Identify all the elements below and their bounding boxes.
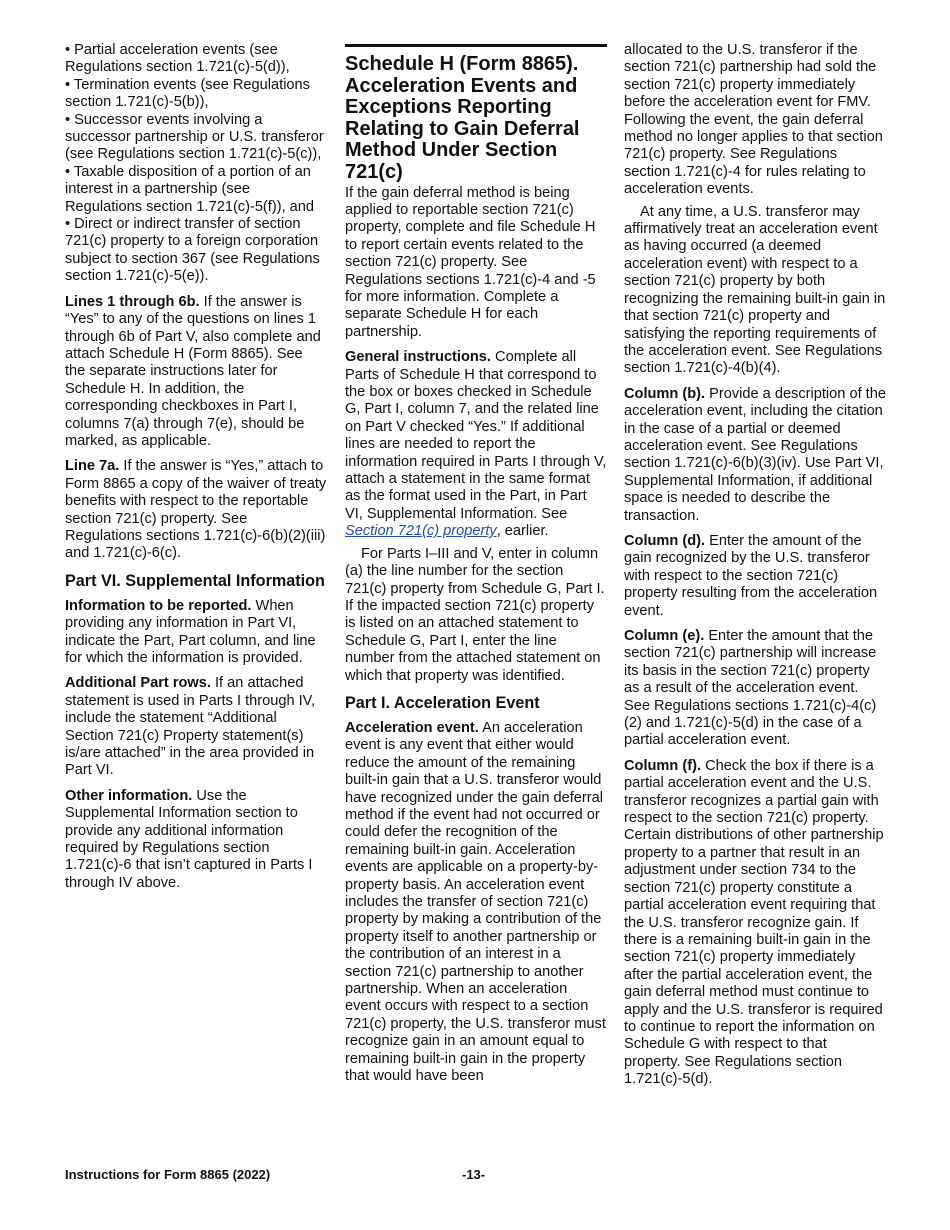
paragraph-text: At any time, a U.S. transferor may affirmatively treat an acceleration event as having occurred (a deemed acceleration event) with respect to a section 721(c) property by both recognizing the remaining built-in gain in that section 721(c) property and satisfying the reporting requirements of the acceleration event. See Regulations section 1.721(c)-4(b)(4). [624, 203, 886, 377]
paragraph-lead: Column (d). [624, 532, 706, 549]
bullet-icon: • [65, 76, 71, 93]
paragraph [345, 349, 607, 540]
paragraph [624, 42, 886, 199]
bullet-item [65, 112, 327, 164]
paragraph-text: Complete all Parts of Schedule H that correspond to the box or boxes checked in Schedule G, Part I, column 7, and the related line on Part V checked “Yes.” If additional lines are needed to report the information required in Parts I through V, attach a statement in the same format as the format used in the Part, in Part VI, Supplemental Information. See [345, 349, 607, 522]
paragraph [65, 788, 327, 892]
paragraph-text: If an attached statement is used in Parts I through IV, include the statement “Additional Section 721(c) Property statement(s) is/are attached” in the area provided in Part VI. [65, 675, 316, 779]
paragraph [624, 533, 886, 620]
bullet-text: Direct or indirect transfer of section 721(c) property to a foreign corporation subject to section 367 (see Regulations section 1.721(c)-5(e)). [65, 216, 320, 285]
paragraph-lead: Column (b). [624, 385, 706, 402]
paragraph-text: Use the Supplemental Information section to provide any additional information required by Regulations section 1.721(c)-6 that isn’t captured in Parts I through IV above. [65, 787, 313, 891]
column-2 [345, 44, 607, 1093]
paragraph [345, 546, 607, 685]
paragraph [65, 458, 327, 562]
paragraph [624, 386, 886, 525]
paragraph [345, 720, 607, 1086]
section-heading: Part I. Acceleration Event [345, 693, 540, 712]
section-title: Schedule H (Form 8865). Acceleration Events and Exceptions Reporting Relating to Gain Deferral Method Under Section 721(c) [345, 44, 607, 184]
bullet-icon: • [65, 216, 71, 233]
bullet-text: Termination events (see Regulations section 1.721(c)-5(b)), [65, 76, 310, 111]
bullet-item [65, 42, 327, 77]
paragraph [345, 185, 607, 342]
footer-form-title: Instructions for Form 8865 (2022) [65, 1167, 271, 1182]
paragraph-lead: Acceleration event. [345, 719, 479, 736]
paragraph-text: allocated to the U.S. transferor if the section 721(c) partnership had sold the section 721(c) property immediately before the acceleration event for FMV. Following the event, the gain deferral method no longer applies to that section 721(c) property. See Regulations section 1.721(c)-4 for rules relating to acceleration events. [624, 42, 883, 198]
bullet-text: Taxable disposition of a portion of an interest in a partnership (see Regulations section 1.721(c)-5(f)), and [65, 163, 315, 215]
paragraph-text: If the answer is “Yes,” attach to Form 8865 a copy of the waiver of treaty benefits with respect to the reportable section 721(c) property. See Regulations sections 1.721(c)-6(b)(2)(iii) and 1.721(c)-6(c). [65, 458, 327, 562]
paragraph-lead: Additional Part rows. [65, 675, 211, 692]
bullet-item [65, 77, 327, 112]
column-1 [65, 42, 327, 900]
paragraph-text: If the gain deferral method is being applied to reportable section 721(c) property, complete and file Schedule H to report certain events related to the section 721(c) property. See Regulations sections 1.721(c)-4 and -5 for more information. Complete a separate Schedule H for each partnership. [345, 184, 596, 340]
paragraph-lead: Information to be reported. [65, 597, 252, 614]
page-number: -13- [462, 1167, 486, 1182]
column-3 [624, 42, 886, 1097]
paragraph-lead: Lines 1 through 6b. [65, 293, 200, 310]
bullet-item [65, 216, 327, 286]
paragraph-text: For Parts I–III and V, enter in column (a) the line number for the section 721(c) property from Schedule G, Part I. If the impacted section 721(c) property is listed on an attached statement to Schedule G, Part I, enter the line number from the attached statement on which that property was identified. [345, 545, 605, 684]
paragraph-lead: Line 7a. [65, 458, 120, 475]
paragraph-lead: Other information. [65, 787, 193, 804]
bullet-icon: • [65, 42, 71, 58]
cross-reference-link[interactable]: Section 721(c) property [345, 523, 497, 540]
paragraph-text: Provide a description of the acceleration event, including the citation in the case of a partial or deemed acceleration event. See Regulations section 1.721(c)-6(b)(3)(iv). Use Part VI, Supplemental Information, if additional space is needed to describe the transaction. [624, 385, 886, 524]
paragraph [65, 675, 327, 779]
bullet-icon: • [65, 111, 71, 128]
paragraph-text: If the answer is “Yes” to any of the questions on lines 1 through 6b of Part V, also complete and attach Schedule H (Form 8865). See the separate instructions later for Schedule H. In addition, the corresponding checkboxes in Part I, columns 7(a) through 7(e), should be marked, as applicable. [65, 293, 321, 449]
paragraph [624, 758, 886, 1089]
paragraph-text: Enter the amount of the gain recognized by the U.S. transferor with respect to the section 721(c) property resulting from the acceleration event. [624, 532, 878, 619]
paragraph-text: Enter the amount that the section 721(c) partnership will increase its basis in the section 721(c) property as a result of the acceleration event. See Regulations sections 1.721(c)-4(c)(2) and 1.721(c)-5(d) in the case of a partial acceleration event. [624, 628, 877, 749]
paragraph [624, 628, 886, 750]
paragraph [65, 294, 327, 451]
section-heading: Part VI. Supplemental Information [65, 571, 325, 590]
bullet-icon: • [65, 163, 71, 180]
bullet-text: Successor events involving a successor partnership or U.S. transferor (see Regulations section 1.721(c)-5(c)), [65, 111, 324, 163]
bullet-item [65, 164, 327, 216]
paragraph-text: , earlier. [496, 523, 549, 540]
paragraph-lead: General instructions. [345, 349, 491, 366]
paragraph-text: Check the box if there is a partial acceleration event and the U.S. transferor recognizes a partial gain with respect to the section 721(c) property. Certain distributions of other partnership property to a partner that result in an adjustment under section 734 to the section 721(c) property constitute a partial acceleration event requiring that the U.S. transferor recognize gain. If there is a remaining built-in gain in the section 721(c) property immediately after the partial acceleration event, the gain deferral method must continue to apply and the U.S. transferor is required to continue to report the information on Schedule G with respect to that property. See Regulations section 1.721(c)-5(d). [624, 757, 884, 1088]
paragraph-text: When providing any information in Part VI, indicate the Part, Part column, and line for which the information is provided. [65, 597, 316, 666]
paragraph [65, 598, 327, 668]
paragraph-lead: Column (e). [624, 628, 705, 644]
paragraph-lead: Column (f). [624, 757, 702, 774]
paragraph [624, 204, 886, 378]
paragraph-text: An acceleration event is any event that either would reduce the amount of the remaining built-in gain that a U.S. transferor would have recognized under the gain deferral method if the event had not occurred or could defer the recognition of the remaining built-in gain. Acceleration events are applicable on a property-by-property basis. An acceleration event includes the transfer of section 721(c) property by making a contribution of the property itself to another partnership or the contribution of an interest in a section 721(c) partnership to another partnership. When an acceleration event occurs with respect to a section 721(c) property, the U.S. transferor must recognize gain in an amount equal to remaining built-in gain in the property that would have been [345, 719, 606, 1085]
bullet-text: Partial acceleration events (see Regulations section 1.721(c)-5(d)), [65, 42, 290, 76]
bullet-list [65, 42, 327, 286]
